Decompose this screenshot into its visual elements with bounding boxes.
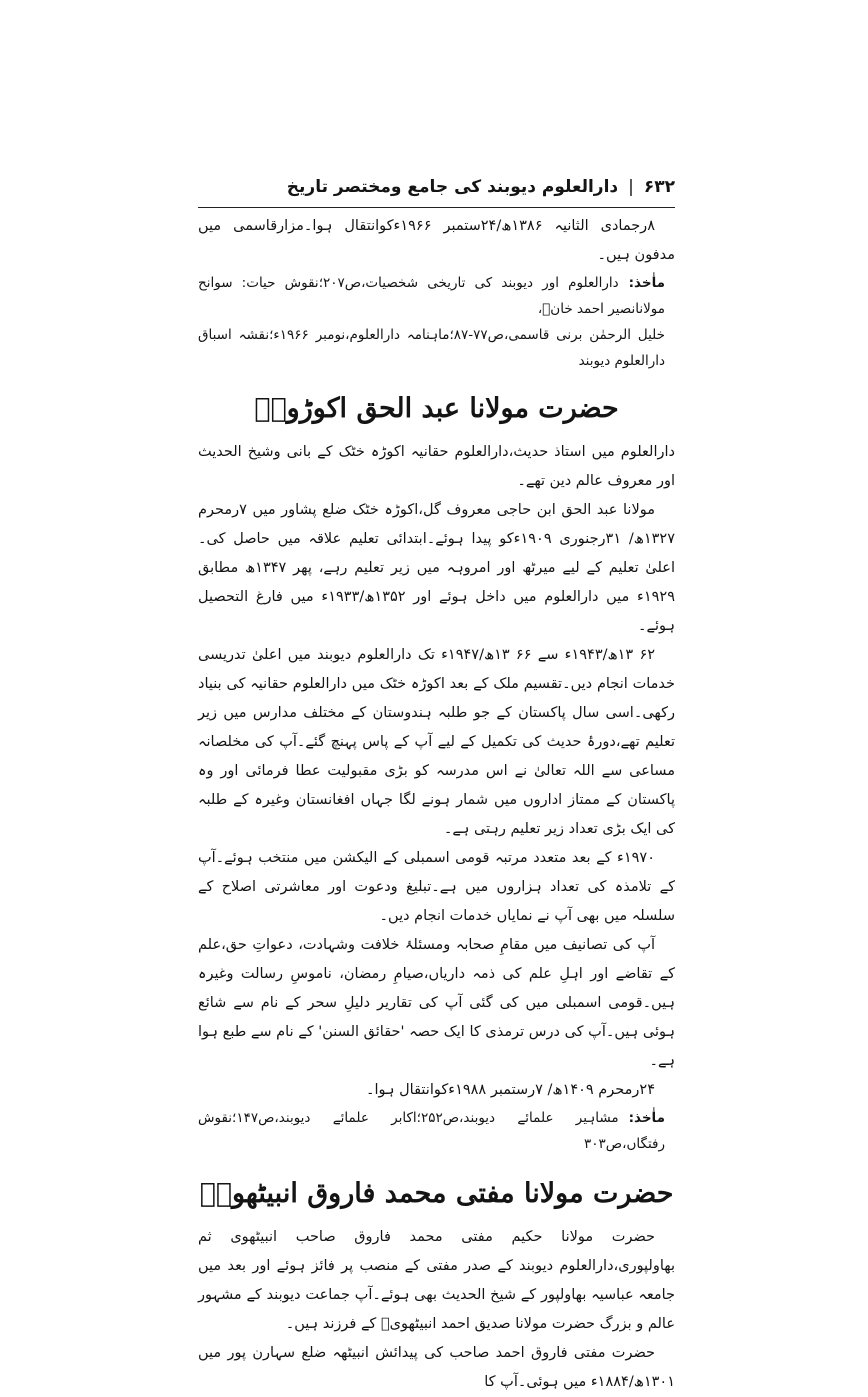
- paragraph: ۶۲ ۱۳ھ/۱۹۴۳ء سے ۶۶ ۱۳ھ/۱۹۴۷ء تک دارالعلوم دیوبند میں اعلیٰ تدریسی خدمات انجام دیں۔تقسیم ملک کے بعد اکوڑہ خٹک میں دارالعلوم حقانیہ کی بنیاد رکھی۔اسی سال پاکستان کے جو طلبہ ہندوستان کے مختلف مدارس میں زیر تعلیم تھے،دورۂ حدیث کی تکمیل کے لیے آپ کے پاس پہنچ گئے۔آپ کی مخلصانہ مساعی سے اللہ تعالیٰ نے اس مدرسہ کو بڑی مقبولیت عطا فرمائی اور وہ پاکستان کے ممتاز اداروں میں شمار ہونے لگا جہاں افغانستان وغیرہ کے طلبہ کی ایک بڑی تعداد زیر تعلیم رہتی ہے۔: [198, 647, 675, 837]
- section-title: حضرت مولانا مفتی محمد فاروق انبیٹھویؒ: [199, 1178, 674, 1209]
- sources: [198, 1105, 675, 1157]
- page-body: [198, 212, 675, 1397]
- sources-text: دارالعلوم اور دیوبند کی تاریخی شخصیات،ص۲۰۷؛نقوش حیات: سوانح مولانانصیر احمد خانؒ،: [198, 275, 665, 317]
- paragraph: حضرت مولانا حکیم مفتی محمد فاروق صاحب انبیٹھوی ثم بھاولپوری،دارالعلوم دیوبند کے صدر مفتی کے منصب پر فائز ہوئے اور بعد میں جامعہ عباسیہ بھاولپور کے شیخ الحدیث بھی ہوئے۔آپ جماعت دیوبند کے مشہور عالم و بزرگ حضرت مولانا صدیق احمد انبیٹھویؒ کے فرزند ہیں۔: [198, 1229, 675, 1332]
- paragraph: آپ کی تصانیف میں مقامِ صحابہ ومسئلۂ خلافت وشہادت، دعواتِ حق،علم کے تقاضے اور اہلِ علم کی ذمہ داریاں،صیامِ رمضان، ناموسِ رسالت وغیرہ ہیں۔قومی اسمبلی میں کی گئی آپ کی تقاریر دلیلِ سحر کے نام سے شائع ہوئی ہیں۔آپ کی درس ترمذی کا ایک حصہ 'حقائق السنن' کے نام سے طبع ہوا ہے۔: [198, 937, 675, 1069]
- running-header: [198, 168, 675, 206]
- section-title: حضرت مولانا عبد الحق اکوڑویؒ: [254, 393, 619, 424]
- header-separator: |: [628, 177, 634, 197]
- page-number: ۶۳۲: [643, 177, 675, 197]
- sources-label: ماٰخذ:: [628, 275, 665, 291]
- header-rule: [198, 207, 675, 208]
- paragraph: مولانا عبد الحق ابن حاجی معروف گل،اکوڑہ خٹک ضلع پشاور میں ۷رمحرم ۱۳۲۷ھ/ ۳۱رجنوری ۱۹۰۹ءکو پیدا ہوئے۔ابتدائی تعلیم علاقہ میں حاصل کی۔اعلیٰ تعلیم کے لیے میرٹھ اور امروہہ میں زیر تعلیم رہے، پھر ۱۳۴۷ھ مطابق ۱۹۲۹ء میں دارالعلوم میں داخل ہوئے اور ۱۳۵۲ھ/۱۹۳۳ء میں فارغ التحصیل ہوئے۔: [198, 502, 675, 634]
- paragraph: ۱۹۷۰ء کے بعد متعدد مرتبہ قومی اسمبلی کے الیکشن میں منتخب ہوئے۔آپ کے تلامذہ کی تعداد ہزاروں میں ہے۔تبلیغ ودعوت اور معاشرتی اصلاح کے سلسلہ میں بھی آپ نے نمایاں خدمات انجام دیں۔: [198, 850, 675, 924]
- paragraph: حضرت مفتی فاروق احمد صاحب کی پیدائش انبیٹھہ ضلع سہارن پور میں ۱۳۰۱ھ/۱۸۸۴ء میں ہوئی۔آپ کا: [198, 1345, 675, 1390]
- paragraph: دارالعلوم میں استاذ حدیث،دارالعلوم حقانیہ اکوڑہ خٹک کے بانی وشیخ الحدیث اور معروف عالم دین تھے۔: [198, 444, 675, 489]
- book-title: دارالعلوم دیوبند کی جامع ومختصر تاریخ: [286, 177, 619, 197]
- sources-label: ماٰخذ:: [628, 1110, 665, 1126]
- intro-sources-cont: خلیل الرحمٰن برنی قاسمی،ص۷۷-۸۷؛ماہنامہ دارالعلوم،نومبر ۱۹۶۶ء؛نقشہ اسباق دارالعلوم دیوبند: [198, 327, 665, 369]
- sources-text: مشاہیر علمائے دیوبند،ص۲۵۲؛اکابر علمائے دیوبند،ص۱۴۷؛نقوش رفتگاں،ص۳۰۳: [198, 1110, 665, 1152]
- death-line: ۲۴رمحرم ۱۴۰۹ھ/ ۷رستمبر ۱۹۸۸ءکوانتقال ہوا۔: [366, 1082, 655, 1098]
- intro-death-line: ۸رجمادی الثانیہ ۱۳۸۶ھ/۲۴ستمبر ۱۹۶۶ءکوانتقال ہوا۔مزارقاسمی میں مدفون ہیں۔: [198, 218, 675, 263]
- intro-sources: [198, 270, 675, 322]
